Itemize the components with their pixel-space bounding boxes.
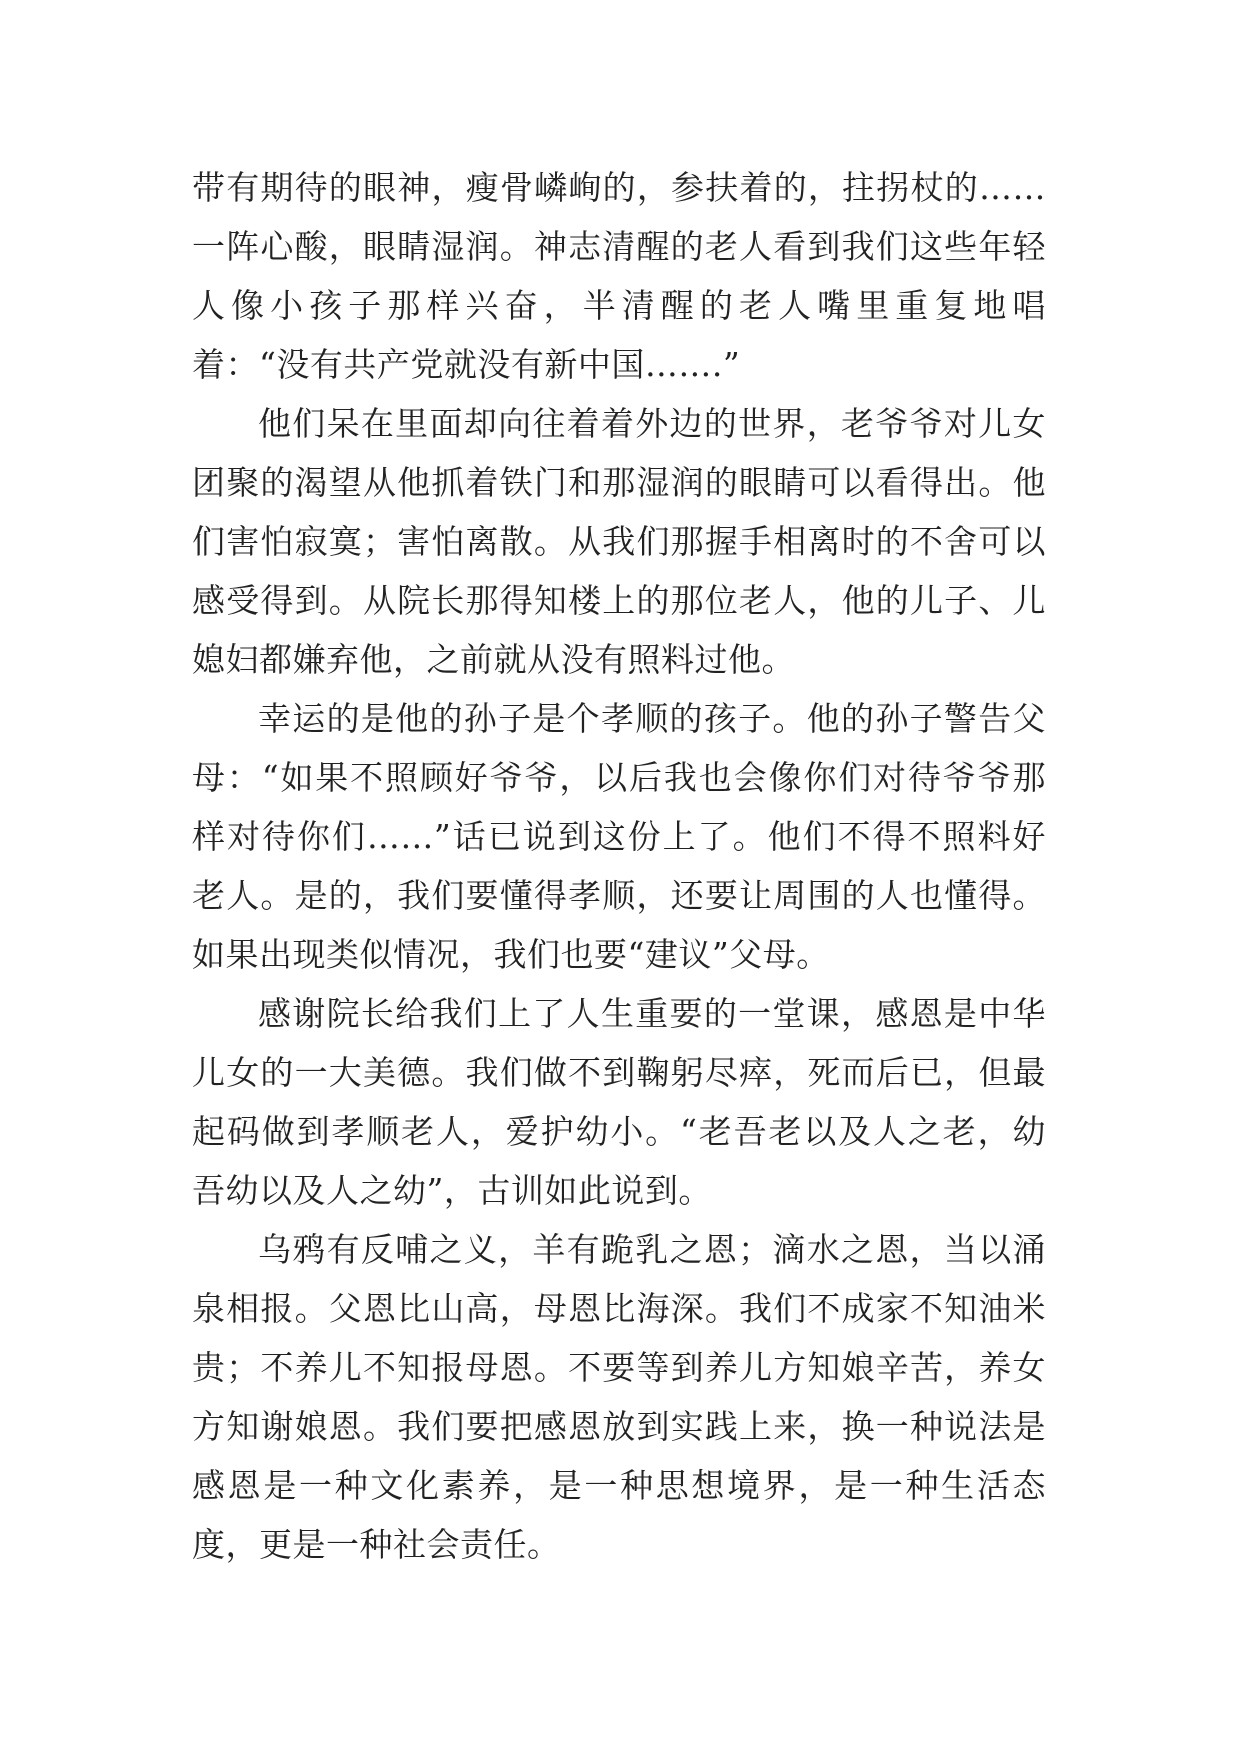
paragraph-5: 乌鸦有反哺之义，羊有跪乳之恩；滴水之恩，当以涌泉相报。父恩比山高，母恩比海深。我们不成家不知油米贵；不养儿不知报母恩。不要等到养儿方知娘辛苦，养女方知谢娘恩。我们要把感恩放到实践上来，换一种说法是感恩是一种文化素养，是一种思想境界，是一种生活态度，更是一种社会责任。 <box>192 1230 1046 1564</box>
document-body <box>192 158 1046 1574</box>
paragraph-1: 带有期待的眼神，瘦骨嶙峋的，参扶着的，拄拐杖的……一阵心酸，眼睛湿润。神志清醒的老人看到我们这些年轻人像小孩子那样兴奋，半清醒的老人嘴里重复地唱着：“没有共产党就没有新中国…….” <box>192 168 1046 384</box>
paragraph-3: 幸运的是他的孙子是个孝顺的孩子。他的孙子警告父母：“如果不照顾好爷爷，以后我也会像你们对待爷爷那样对待你们……”话已说到这份上了。他们不得不照料好老人。是的，我们要懂得孝顺，还要让周围的人也懂得。如果出现类似情况，我们也要“建议”父母。 <box>192 699 1046 974</box>
paragraph-4: 感谢院长给我们上了人生重要的一堂课，感恩是中华儿女的一大美德。我们做不到鞠躬尽瘁，死而后已，但最起码做到孝顺老人，爱护幼小。“老吾老以及人之老，幼吾幼以及人之幼”，古训如此说到。 <box>192 994 1046 1210</box>
paragraph-2: 他们呆在里面却向往着着外边的世界，老爷爷对儿女团聚的渴望从他抓着铁门和那湿润的眼睛可以看得出。他们害怕寂寞；害怕离散。从我们那握手相离时的不舍可以感受得到。从院长那得知楼上的那位老人，他的儿子、儿媳妇都嫌弃他，之前就从没有照料过他。 <box>192 404 1046 679</box>
